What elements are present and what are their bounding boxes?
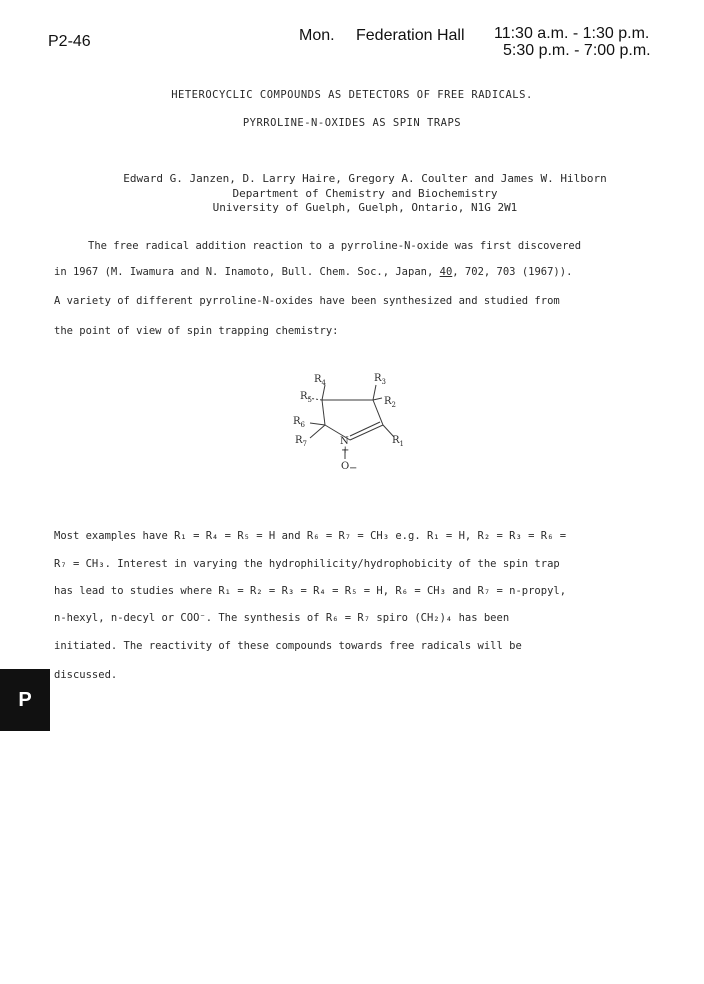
title-line-2: PYRROLINE-N-OXIDES AS SPIN TRAPS: [242, 117, 462, 129]
abstract-code: P2-46: [48, 33, 91, 50]
label-nitrogen: N: [340, 436, 349, 447]
paragraph-2-line-6: discussed.: [54, 669, 118, 681]
paragraph-2-line-2: R₇ = CH₃. Interest in varying the hydrophilicity/hydrophobicity of the spin trap: [54, 558, 560, 570]
citation-volume: 40: [439, 266, 453, 278]
paragraph-1-line-2: [54, 266, 572, 278]
bond-c5-c4: [322, 400, 325, 425]
paragraph-1-line-4: the point of view of spin trapping chemistry:: [54, 325, 339, 337]
citation-pages: , 702, 703 (1967)).: [452, 266, 573, 278]
bond-c5-r7: [310, 425, 325, 438]
department: Department of Chemistry and Biochemistry: [232, 187, 498, 200]
label-r1: $R_1$: [392, 435, 404, 448]
paragraph-2-line-1: Most examples have R₁ = R₄ = R₅ = H and R₆ = R₇ = CH₃ e.g. R₁ = H, R₂ = R₃ = R₆ =: [54, 530, 567, 542]
session-time-2: 5:30 p.m. - 7:00 p.m.: [503, 42, 651, 59]
label-positive-charge: +: [341, 445, 350, 456]
label-r5: $R_5$: [300, 391, 312, 404]
pyrroline-n-oxide-structure: [270, 365, 420, 475]
paragraph-2-line-4: n-hexyl, n-decyl or COO⁻. The synthesis of R₆ = R₇ spiro (CH₂)₄ has been: [54, 612, 510, 624]
bond-c3-r3: [373, 385, 376, 400]
label-r3: $R_3$: [374, 373, 386, 386]
bond-c4-r4: [322, 385, 325, 400]
bond-c5-r6: [310, 423, 325, 425]
paragraph-2-line-5: initiated. The reactivity of these compounds towards free radicals will be: [54, 640, 522, 652]
label-r2: $R_2$: [384, 396, 396, 409]
bond-c2-n-2: [350, 422, 380, 436]
paragraph-1-line-3: A variety of different pyrroline-N-oxides have been synthesized and studied from: [54, 295, 560, 307]
paragraph-2-line-3: has lead to studies where R₁ = R₂ = R₃ = R₄ = R₅ = H, R₆ = CH₃ and R₇ = n-propyl,: [54, 585, 567, 597]
label-oxygen: O: [341, 461, 350, 472]
label-r4: $R_4$: [314, 374, 326, 387]
section-marker-tab: P: [0, 669, 50, 731]
session-time-1: 11:30 a.m. - 1:30 p.m.: [494, 25, 650, 42]
paragraph-1-line-1: The free radical addition reaction to a pyrroline-N-oxide was first discovered: [88, 240, 582, 252]
bond-c3-c2: [373, 400, 383, 425]
label-r7: $R_7$: [295, 435, 307, 448]
bond-c3-r2: [373, 398, 382, 400]
label-negative-charge: −: [349, 463, 358, 474]
university: University of Guelph, Guelph, Ontario, N1G 2W1: [212, 201, 518, 214]
label-r6: $R_6$: [293, 416, 305, 429]
bond-c2-n-1: [350, 425, 383, 440]
session-day: Mon.: [299, 27, 335, 44]
citation-text: in 1967 (M. Iwamura and N. Inamoto, Bull. Chem. Soc., Japan,: [54, 266, 440, 278]
title-line-1: HETEROCYCLIC COMPOUNDS AS DETECTORS OF FREE RADICALS.: [171, 89, 533, 101]
session-location: Federation Hall: [356, 27, 465, 44]
author-list: Edward G. Janzen, D. Larry Haire, Gregory A. Coulter and James W. Hilborn: [123, 172, 607, 185]
